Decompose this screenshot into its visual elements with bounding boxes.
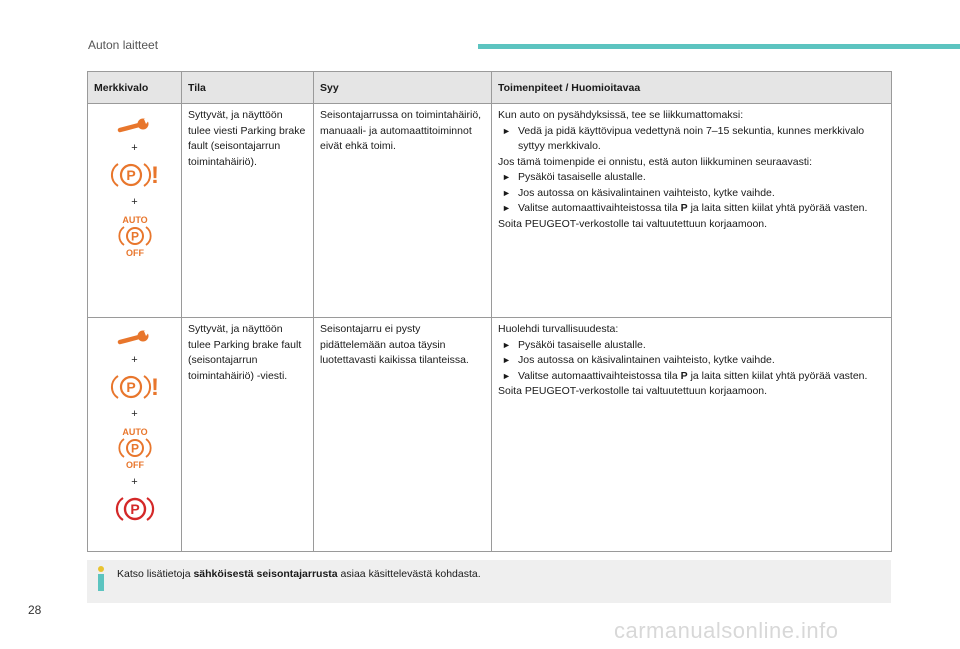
watermark: carmanualsonline.info <box>614 618 839 643</box>
table-header-row <box>88 72 892 104</box>
parking-brake-fault-icon <box>109 160 161 190</box>
arrow-bullet-icon: ► <box>502 172 511 182</box>
warning-lights-table <box>87 71 892 552</box>
list-item: ► Pysäköi tasaiselle alustalle. <box>498 338 885 354</box>
p-letter: P <box>130 229 139 244</box>
info-icon <box>95 566 107 592</box>
list-item: ► Jos autossa on käsivalintainen vaihteisto, kytke vaihde. <box>498 353 885 369</box>
off-label: OFF <box>125 248 144 258</box>
actions-middle: Jos tämä toimenpide ei onnistu, estä auton liikkuminen seuraavasti: <box>498 155 813 168</box>
actions-list <box>498 170 885 217</box>
note-prefix: Katso lisätietoja <box>117 568 191 580</box>
info-note <box>87 560 891 603</box>
warning-light-cell <box>88 318 182 552</box>
column-header: Toimenpiteet / Huomioitavaa <box>492 72 892 104</box>
p-letter: P <box>125 379 136 395</box>
plus-sign: + <box>131 196 138 208</box>
column-header: Syy <box>314 72 492 104</box>
exclamation-mark: ! <box>150 162 159 189</box>
list-item: ► Valitse automaattivaihteistossa tila P ja laita sitten kiilat yhtä pyörää vasten. <box>498 201 885 217</box>
list-item: ► Vedä ja pidä käyttövipua vedettynä noin 7–15 sekuntia, kunnes merkkivalo syttyy merkkivalo. <box>502 124 865 152</box>
p-letter: P <box>130 441 139 456</box>
actions-cell <box>492 104 892 318</box>
auto-p-off-icon <box>115 426 155 470</box>
plus-sign: + <box>131 142 138 154</box>
p-letter: P <box>125 167 136 183</box>
parking-brake-red-icon <box>115 494 155 524</box>
note-suffix: asiaa käsittelevästä kohdasta. <box>340 568 481 580</box>
arrow-bullet-icon: ► <box>502 203 511 213</box>
plus-sign: + <box>131 354 138 366</box>
wrench-icon <box>117 330 153 348</box>
actions-cell <box>492 318 892 552</box>
actions-list <box>498 338 885 385</box>
syy-cell: Seisontajarru ei pysty pidättelemään autoa täysin luotettavasti kaikissa tilanteissa. <box>314 318 492 552</box>
header-accent-bar <box>478 44 960 49</box>
note-text <box>117 568 481 580</box>
arrow-bullet-icon: ► <box>502 370 511 381</box>
column-header: Tila <box>182 72 314 104</box>
auto-p-off-icon <box>115 214 155 258</box>
page-number: 28 <box>28 603 42 617</box>
arrow-bullet-icon: ► <box>502 187 511 198</box>
arrow-bullet-icon: ► <box>502 355 511 365</box>
tila-cell: Syttyvät, ja näyttöön tulee viesti Parking brake fault (seisontajarrun toimintahäiriö). <box>182 104 314 318</box>
list-item: ► Pysäköi tasaiselle alustalle. <box>498 170 885 186</box>
plus-sign: + <box>131 476 138 488</box>
plus-sign: + <box>131 408 138 420</box>
auto-label: AUTO <box>121 427 148 437</box>
actions-intro: Kun auto on pysähdyksissä, tee se liikkumattomaksi: <box>498 109 744 121</box>
syy-cell: Seisontajarrussa on toimintahäiriö, manuaali- ja automaattitoiminnot eivät ehkä toimi. <box>314 104 492 318</box>
tila-cell: Syttyvät, ja näyttöön tulee Parking brake fault (seisontajarrun toimintahäiriö) -viesti. <box>182 318 314 552</box>
arrow-bullet-icon: ► <box>502 339 511 350</box>
wrench-icon <box>117 118 153 136</box>
note-link-text: sähköisestä seisontajarrusta <box>193 568 338 580</box>
auto-label: AUTO <box>121 215 148 225</box>
column-header: Merkkivalo <box>88 72 182 104</box>
off-label: OFF <box>125 460 144 470</box>
page-header-title: Auton laitteet <box>88 38 159 52</box>
warning-light-cell <box>88 104 182 318</box>
list-item: ► Jos autossa on käsivalintainen vaihteisto, kytke vaihde. <box>498 186 885 202</box>
p-letter: P <box>129 501 140 517</box>
actions-outro: Soita PEUGEOT-verkostolle tai valtuutettuun korjaamoon. <box>498 217 768 230</box>
actions-outro: Soita PEUGEOT-verkostolle tai valtuutettuun korjaamoon. <box>498 385 768 397</box>
actions-intro: Huolehdi turvallisuudesta: <box>498 323 619 335</box>
table-row <box>88 318 892 552</box>
table-row <box>88 104 892 318</box>
arrow-bullet-icon: ► <box>502 125 511 136</box>
exclamation-mark: ! <box>150 374 159 401</box>
parking-brake-fault-icon <box>109 372 161 402</box>
actions-list <box>498 124 885 155</box>
list-item: ► Valitse automaattivaihteistossa tila P ja laita sitten kiilat yhtä pyörää vasten. <box>498 369 885 385</box>
